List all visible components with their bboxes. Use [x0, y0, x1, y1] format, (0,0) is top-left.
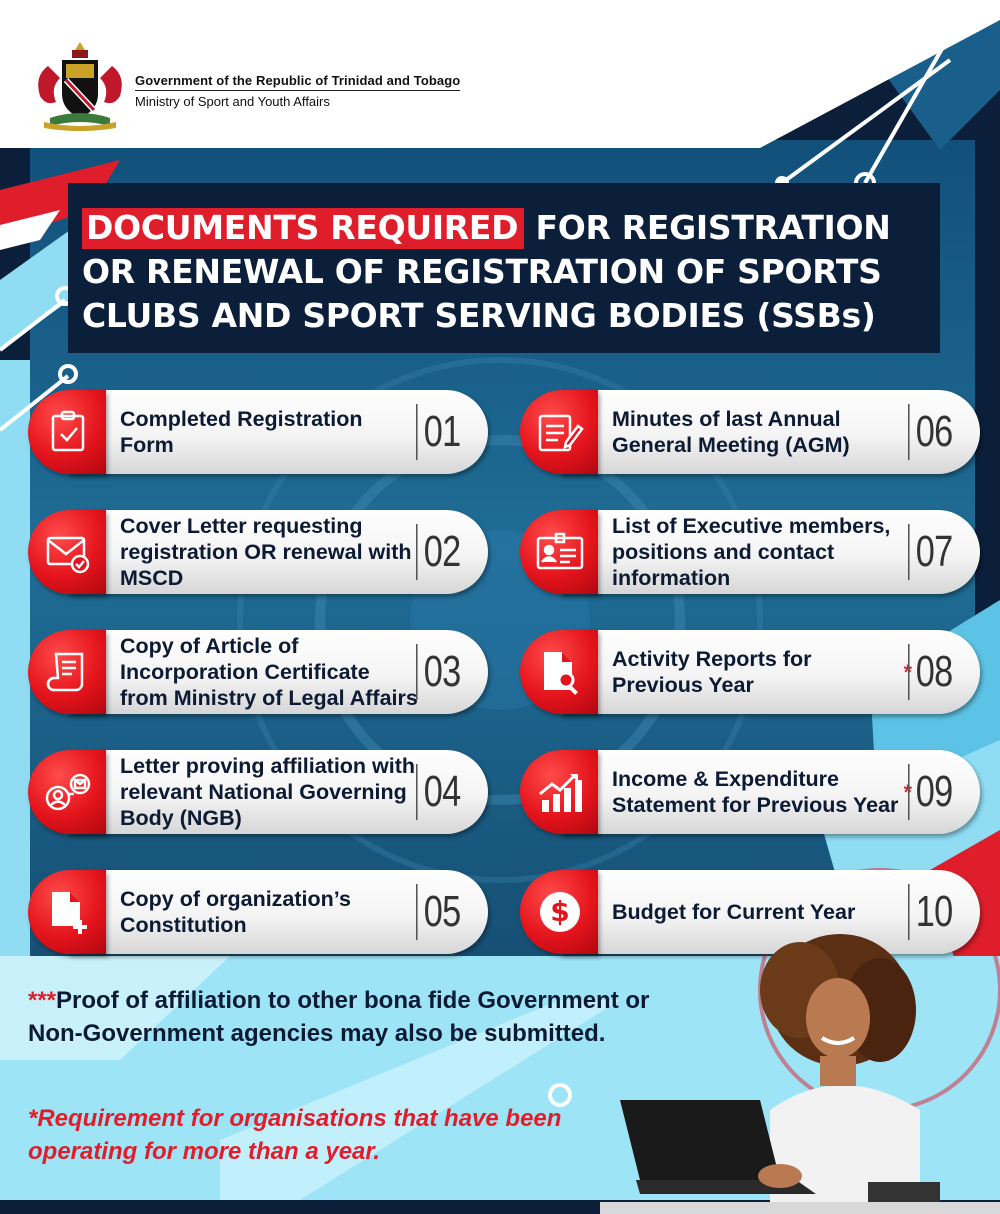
- card-text: Income & Expenditure Statement for Previous Year *: [612, 767, 912, 817]
- card-text: Budget for Current Year: [612, 900, 856, 924]
- card-icon-badge: [520, 870, 598, 954]
- dollar-icon: [536, 888, 584, 936]
- card-icon-badge: [520, 750, 598, 834]
- card-icon-badge: [28, 630, 106, 714]
- card-text: Copy of Article of Incorporation Certificate from Ministry of Legal Affairs: [120, 634, 418, 710]
- title-line3: CLUBS AND SPORT SERVING BODIES (SSBs): [82, 296, 876, 335]
- card-text: List of Executive members, positions and contact information: [612, 514, 891, 590]
- requirement-card-05: [28, 870, 488, 954]
- card-number: 04: [416, 764, 463, 820]
- document-pen-icon: [536, 408, 584, 456]
- card-icon-badge: [28, 390, 106, 474]
- card-number: 07: [908, 524, 955, 580]
- card-number: 09: [908, 764, 955, 820]
- requirement-card-08: [520, 630, 980, 714]
- government-name: Government of the Republic of Trinidad and Tobago: [135, 73, 460, 91]
- card-number: 02: [416, 524, 463, 580]
- scroll-icon: [44, 648, 92, 696]
- growth-chart-icon: [536, 768, 584, 816]
- requirement-card-03: [28, 630, 488, 714]
- card-number: 06: [908, 404, 955, 460]
- card-icon-badge: [28, 750, 106, 834]
- affiliation-note: ***Proof of affiliation to other bona fide Government or Non-Government agencies may also be submitted.: [28, 987, 650, 1047]
- requirement-card-01: [28, 390, 488, 474]
- title-line2: OR RENEWAL OF REGISTRATION OF SPORTS: [82, 252, 882, 291]
- card-number: 03: [416, 644, 463, 700]
- clipboard-check-icon: [44, 408, 92, 456]
- requirement-card-09: [520, 750, 980, 834]
- envelope-check-icon: [44, 528, 92, 576]
- ministry-name: Ministry of Sport and Youth Affairs: [135, 94, 330, 109]
- requirement-note: *Requirement for organisations that have been operating for more than a year.: [28, 1105, 562, 1165]
- woman-with-laptop-photo: [600, 930, 1000, 1214]
- card-icon-badge: [28, 510, 106, 594]
- card-icon-badge: [520, 510, 598, 594]
- card-text: Activity Reports for Previous Year *: [612, 647, 912, 697]
- user-network-icon: [44, 768, 92, 816]
- card-text: Cover Letter requesting registration OR renewal with MSCD: [120, 514, 412, 590]
- requirement-card-02: [28, 510, 488, 594]
- document-search-icon: [536, 648, 584, 696]
- document-add-icon: [44, 888, 92, 936]
- card-text: Copy of organization’s Constitution: [120, 887, 351, 937]
- title-line1-rest: FOR REGISTRATION: [524, 208, 891, 247]
- card-number: 01: [416, 404, 463, 460]
- coat-of-arms-icon: [30, 38, 130, 134]
- card-text: Letter proving affiliation with relevant National Governing Body (NGB): [120, 754, 416, 830]
- title-highlight: DOCUMENTS REQUIRED: [82, 208, 524, 249]
- card-icon-badge: [520, 390, 598, 474]
- requirement-card-04: [28, 750, 488, 834]
- requirement-card-07: [520, 510, 980, 594]
- card-icon-badge: [28, 870, 106, 954]
- card-text: Completed Registration Form: [120, 407, 363, 457]
- id-card-icon: [536, 528, 584, 576]
- card-number: 05: [416, 884, 463, 940]
- card-number: 08: [908, 644, 955, 700]
- requirement-card-06: [520, 390, 980, 474]
- page-title: [82, 206, 942, 338]
- card-number: 10: [908, 884, 955, 940]
- card-text: Minutes of last Annual General Meeting (AGM): [612, 407, 850, 457]
- svg-text:$: $: [550, 895, 570, 928]
- card-icon-badge: [520, 630, 598, 714]
